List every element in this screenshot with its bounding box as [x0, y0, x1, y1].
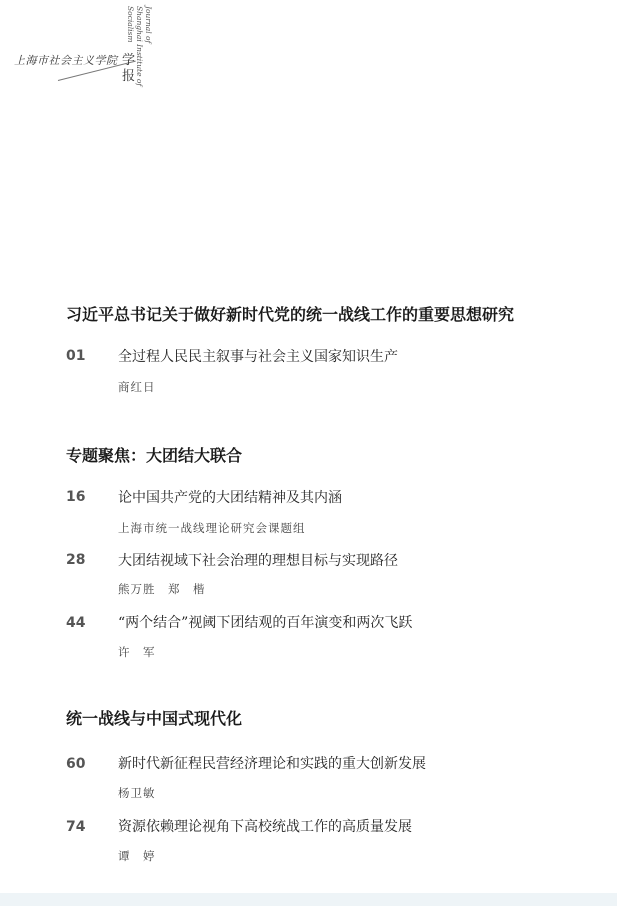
toc-page-number: 60 — [66, 756, 86, 772]
toc-article-title[interactable]: 新时代新征程民营经济理论和实践的重大创新发展 — [118, 756, 426, 772]
toc-article-author: 商红日 — [118, 380, 156, 394]
journal-english-line: Shanghai Institute of — [135, 6, 144, 87]
toc-article-title[interactable]: 论中国共产党的大团结精神及其内涵 — [118, 490, 342, 506]
section-title: 习近平总书记关于做好新时代党的统一战线工作的重要思想研究 — [66, 305, 515, 324]
journal-char-xue: 学 — [122, 53, 136, 68]
journal-english-line: Journal of — [144, 6, 153, 44]
toc-article-author: 杨卫敏 — [118, 786, 156, 800]
toc-article-author: 上海市统一战线理论研究会课题组 — [118, 521, 306, 535]
toc-page-number: 74 — [66, 819, 86, 835]
toc-article-title[interactable]: “两个结合”视阈下团结观的百年演变和两次飞跃 — [118, 615, 413, 631]
toc-article-title[interactable]: 大团结视域下社会治理的理想目标与实现路径 — [118, 553, 398, 569]
toc-article-author: 熊万胜 郑 楷 — [118, 582, 206, 596]
journal-english-line: Socialism — [126, 6, 135, 43]
toc-page-number: 28 — [66, 552, 86, 568]
journal-english-title — [126, 6, 153, 86]
section-title: 专题聚焦：大团结大联合 — [66, 446, 243, 465]
masthead — [0, 0, 200, 100]
toc-article-author: 许 军 — [118, 645, 156, 659]
section-title: 统一战线与中国式现代化 — [66, 709, 243, 728]
toc-article-title[interactable]: 全过程人民民主叙事与社会主义国家知识生产 — [118, 349, 398, 365]
toc-article-title[interactable]: 资源依赖理论视角下高校统战工作的高质量发展 — [118, 819, 412, 835]
journal-char-bao: 报 — [122, 69, 136, 84]
toc-page-number: 16 — [66, 489, 86, 505]
toc-page-number: 01 — [66, 348, 86, 364]
page-bottom-band — [0, 893, 617, 906]
toc-article-author: 谭 婷 — [118, 849, 156, 863]
toc-page-number: 44 — [66, 615, 86, 631]
institute-logo-script: 上海市社会主义学院 — [14, 54, 118, 67]
